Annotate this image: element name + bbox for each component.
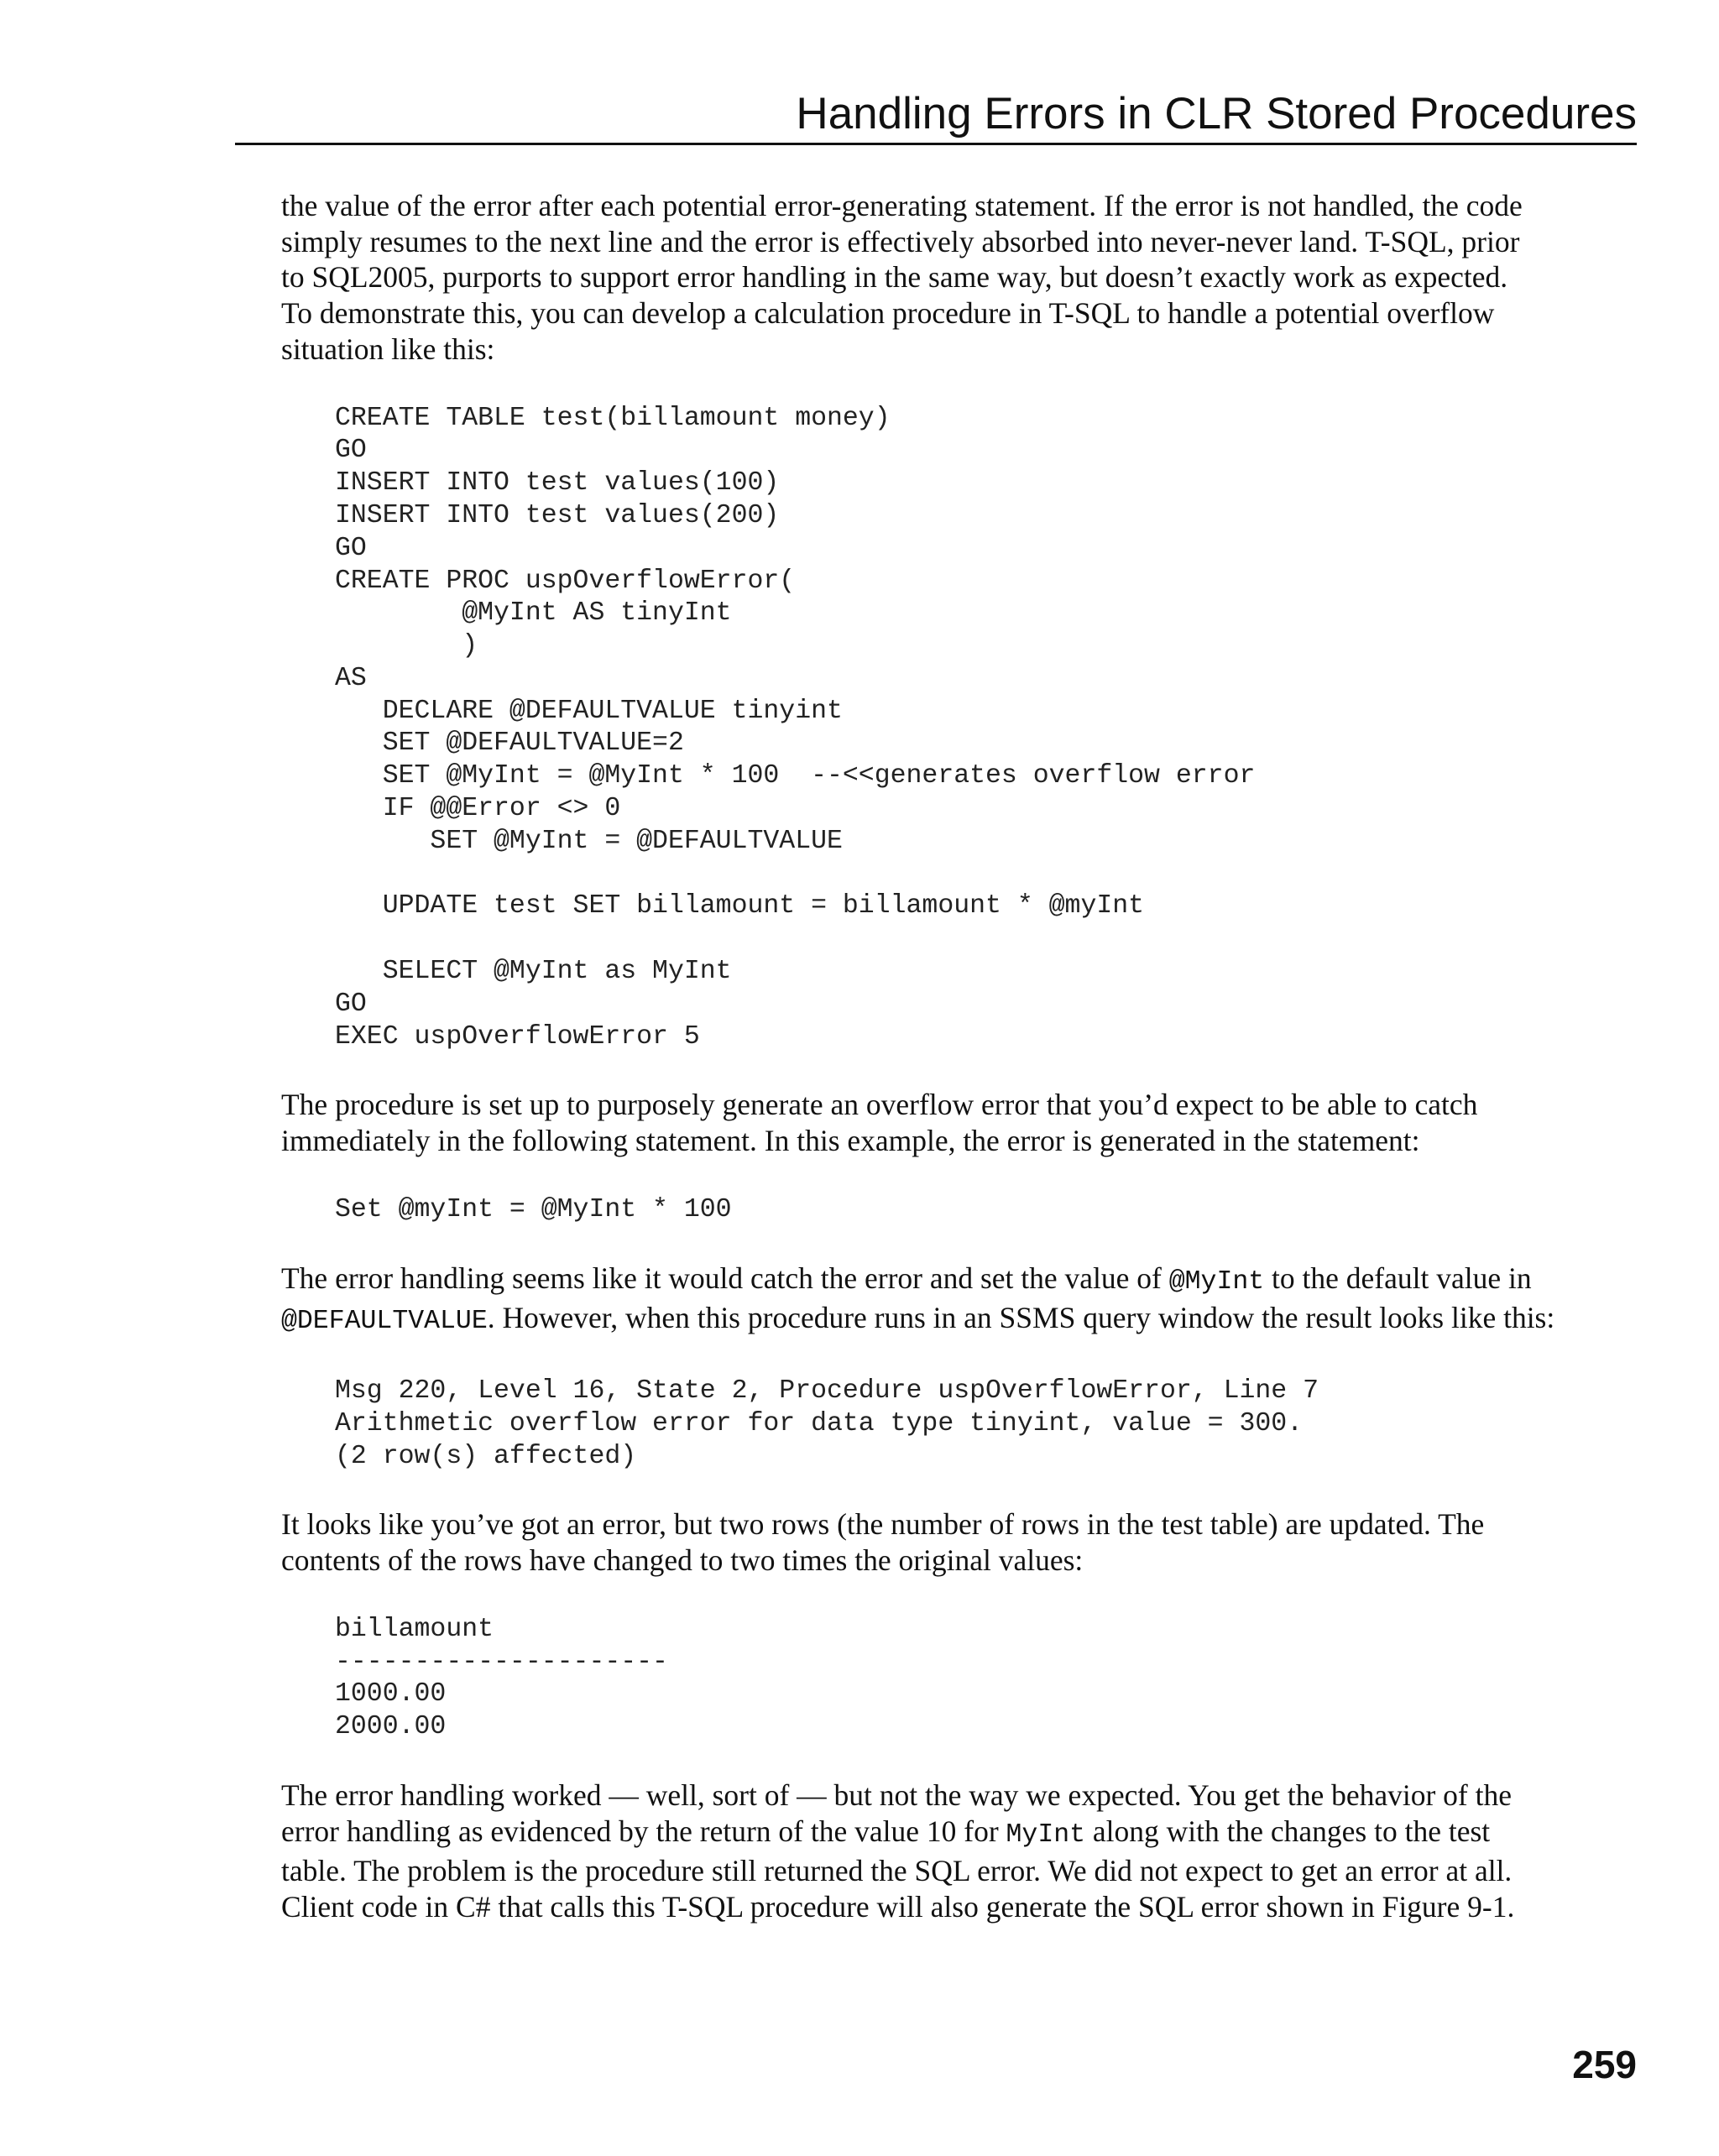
paragraph-line: Client code in C# that calls this T-SQL procedure will also generate the SQL error shown in Figure 9-1.	[281, 1890, 1515, 1924]
code-line: IF @@Error <> 0	[335, 794, 621, 824]
code-line: )	[335, 631, 478, 661]
code-line: Arithmetic overflow error for data type tinyint, value = 300.	[335, 1408, 1304, 1438]
paragraph-line: the value of the error after each potential error-generating statement. If the error is not handled, the code	[281, 189, 1523, 222]
code-line: SELECT @MyInt as MyInt	[335, 957, 732, 987]
paragraph-line: situation like this:	[281, 331, 495, 366]
code-line: GO	[335, 436, 367, 466]
paragraph-line: It looks like you’ve got an error, but two rows (the number of rows in the test table) are updated. The	[281, 1507, 1485, 1542]
code-line: billamount	[335, 1614, 494, 1644]
code-line: GO	[335, 989, 367, 1019]
page-number: 259	[1572, 2043, 1637, 2086]
code-line: Set @myInt = @MyInt * 100	[335, 1194, 732, 1224]
inline-code: @DEFAULTVALUE	[281, 1307, 488, 1337]
paragraph-line: table. The problem is the procedure still returned the SQL error. We did not expect to get an error at all.	[281, 1854, 1513, 1888]
code-line: 1000.00	[335, 1679, 447, 1710]
spacer	[281, 1227, 1641, 1261]
spacer	[281, 1579, 1641, 1614]
code-block-create-proc	[281, 403, 1641, 1054]
code-line: @MyInt AS tinyInt	[335, 598, 732, 629]
text-run: along with the changes to the test	[1085, 1814, 1491, 1848]
paragraph-3	[281, 1261, 1641, 1340]
paragraph-line: immediately in the following statement. In this example, the error is generated in the statement:	[281, 1124, 1420, 1158]
text-run: to the default value in	[1264, 1261, 1532, 1295]
paragraph-line: To demonstrate this, you can develop a calculation procedure in T-SQL to handle a potential overflow	[281, 296, 1495, 331]
code-line: GO	[335, 533, 367, 563]
inline-code: @MyInt	[1168, 1266, 1265, 1297]
text-run: . However, when this procedure runs in an SSMS query window the result looks like this:	[487, 1301, 1555, 1335]
paragraph-line: simply resumes to the next line and the error is effectively absorbed into never-never land. T-SQL, prior	[281, 224, 1520, 258]
text-run: The error handling seems like it would catch the error and set the value of	[281, 1261, 1169, 1295]
code-line: EXEC uspOverflowError 5	[335, 1021, 700, 1052]
text-run: error handling as evidenced by the return of the value 10 for	[281, 1814, 1006, 1848]
paragraph-1	[281, 188, 1641, 368]
code-block-result-table	[281, 1614, 1641, 1744]
spacer	[281, 1053, 1641, 1087]
code-line: SET @DEFAULTVALUE=2	[335, 728, 684, 759]
spacer	[281, 1159, 1641, 1194]
code-line: CREATE PROC uspOverflowError(	[335, 566, 796, 596]
paragraph-5	[281, 1778, 1641, 1925]
paragraph-line	[281, 1814, 1641, 1854]
inline-code: MyInt	[1006, 1819, 1086, 1850]
code-line: ---------------------	[335, 1647, 668, 1677]
spacer	[281, 368, 1641, 403]
code-line: DECLARE @DEFAULTVALUE tinyint	[335, 696, 843, 726]
header-rule	[235, 143, 1637, 145]
code-line: UPDATE test SET billamount = billamount * @myInt	[335, 891, 1145, 921]
code-line: Msg 220, Level 16, State 2, Procedure uspOverflowError, Line 7	[335, 1376, 1319, 1407]
running-header-title: Handling Errors in CLR Stored Procedures	[796, 89, 1637, 138]
code-line: SET @MyInt = @MyInt * 100 --<<generates overflow error	[335, 761, 1256, 791]
code-line: INSERT INTO test values(200)	[335, 500, 780, 530]
code-block-error-output	[281, 1376, 1641, 1473]
paragraph-line	[281, 1261, 1641, 1301]
spacer	[281, 1744, 1641, 1778]
page-body	[281, 188, 1641, 1925]
paragraph-line: contents of the rows have changed to two times the original values:	[281, 1543, 1084, 1578]
spacer	[281, 1473, 1641, 1506]
paragraph-line: to SQL2005, purports to support error handling in the same way, but doesn’t exactly work as expected.	[281, 260, 1508, 295]
code-line: INSERT INTO test values(100)	[335, 468, 780, 499]
code-line: AS	[335, 663, 367, 693]
paragraph-line: The procedure is set up to purposely generate an overflow error that you’d expect to be able to catch	[281, 1088, 1478, 1122]
paragraph-2	[281, 1087, 1641, 1158]
code-line: CREATE TABLE test(billamount money)	[335, 403, 891, 433]
code-block-set-statement	[281, 1194, 1641, 1227]
code-line: (2 row(s) affected)	[335, 1441, 637, 1471]
code-line: 2000.00	[335, 1712, 447, 1742]
code-line: SET @MyInt = @DEFAULTVALUE	[335, 826, 843, 856]
paragraph-line: The error handling worked — well, sort of — but not the way we expected. You get the behavior of the	[281, 1778, 1512, 1813]
spacer	[281, 1340, 1641, 1376]
paragraph-line	[281, 1300, 1641, 1340]
paragraph-4	[281, 1506, 1641, 1578]
